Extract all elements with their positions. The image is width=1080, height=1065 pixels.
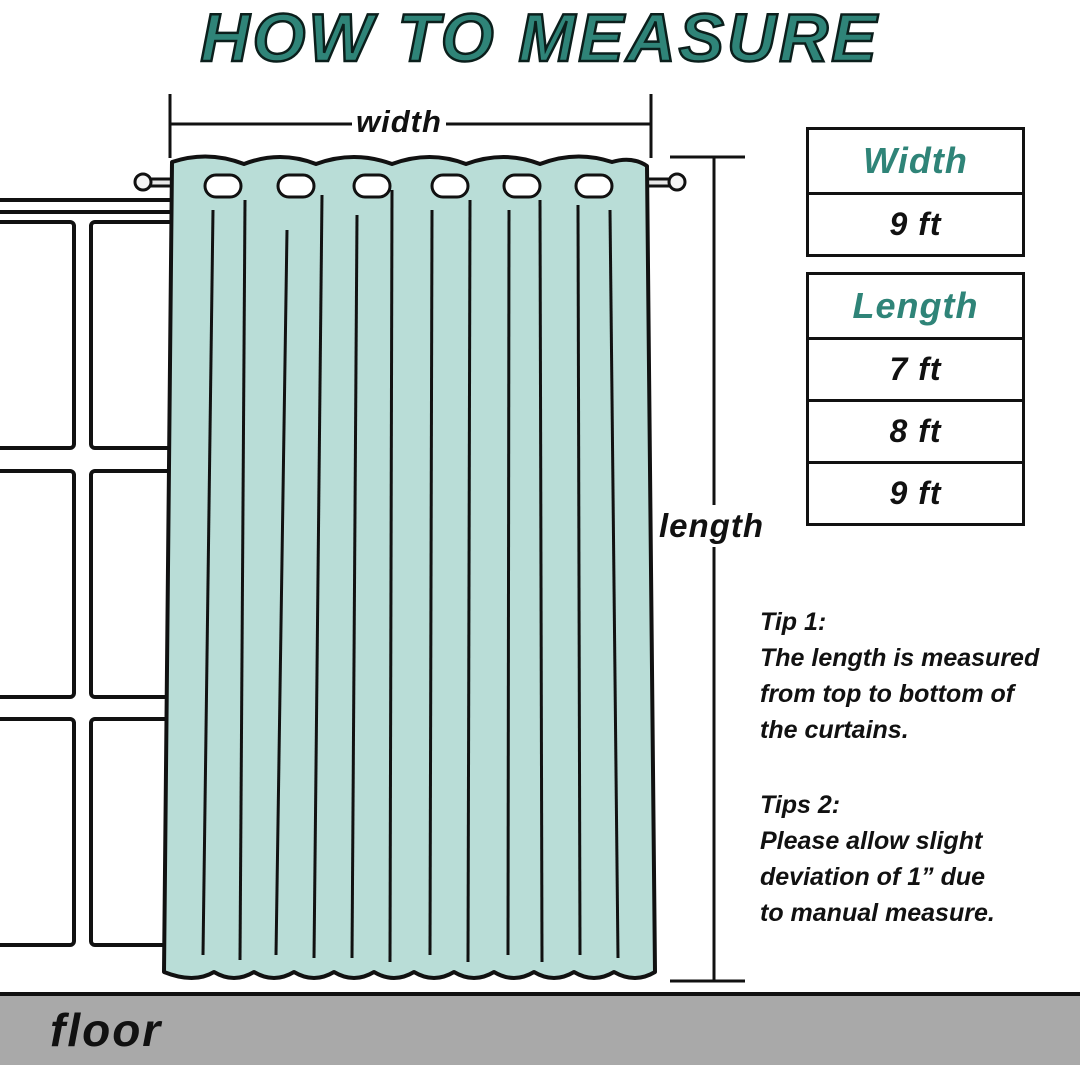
grommet [278,175,314,197]
width-size-table [806,127,1025,257]
rod-finial-left [135,174,151,190]
length-size-table [806,272,1025,526]
length-dimension-line [670,157,745,981]
window-pane [91,719,175,945]
grommet [504,175,540,197]
length-table-cell: 8 ft [809,399,1022,461]
tip-line: the curtains. [760,716,909,744]
grommet [576,175,612,197]
tip-line: from top to bottom of [760,680,1015,708]
window-pane [91,471,175,697]
window-frame [0,200,175,945]
tip-line: Please allow slight [760,827,983,855]
curtain-panel [164,156,655,978]
window-pane [0,222,74,448]
width-table-cell: 9 ft [809,192,1022,254]
tip-line: to manual measure. [760,899,995,927]
tip-1 [760,604,1080,748]
width-label: width [352,104,446,140]
window-pane [0,719,74,945]
grommet [354,175,390,197]
length-label: length [657,505,766,547]
tip-line: deviation of 1” due [760,863,986,891]
length-table-cell: 7 ft [809,337,1022,399]
tip-line: The length is measured [760,644,1040,672]
width-table-header: Width [863,140,968,181]
floor-label: floor [50,1004,163,1056]
tip-heading: Tip 1: [760,608,827,636]
tip-heading: Tips 2: [760,791,841,819]
page-title: HOW TO MEASURE [200,0,880,76]
rod-finial-right [669,174,685,190]
length-table-header: Length [852,285,979,326]
tip-2 [760,787,1080,931]
length-table-cell: 9 ft [809,461,1022,523]
grommet [205,175,241,197]
window-pane [91,222,175,448]
window-pane [0,471,74,697]
grommet [432,175,468,197]
